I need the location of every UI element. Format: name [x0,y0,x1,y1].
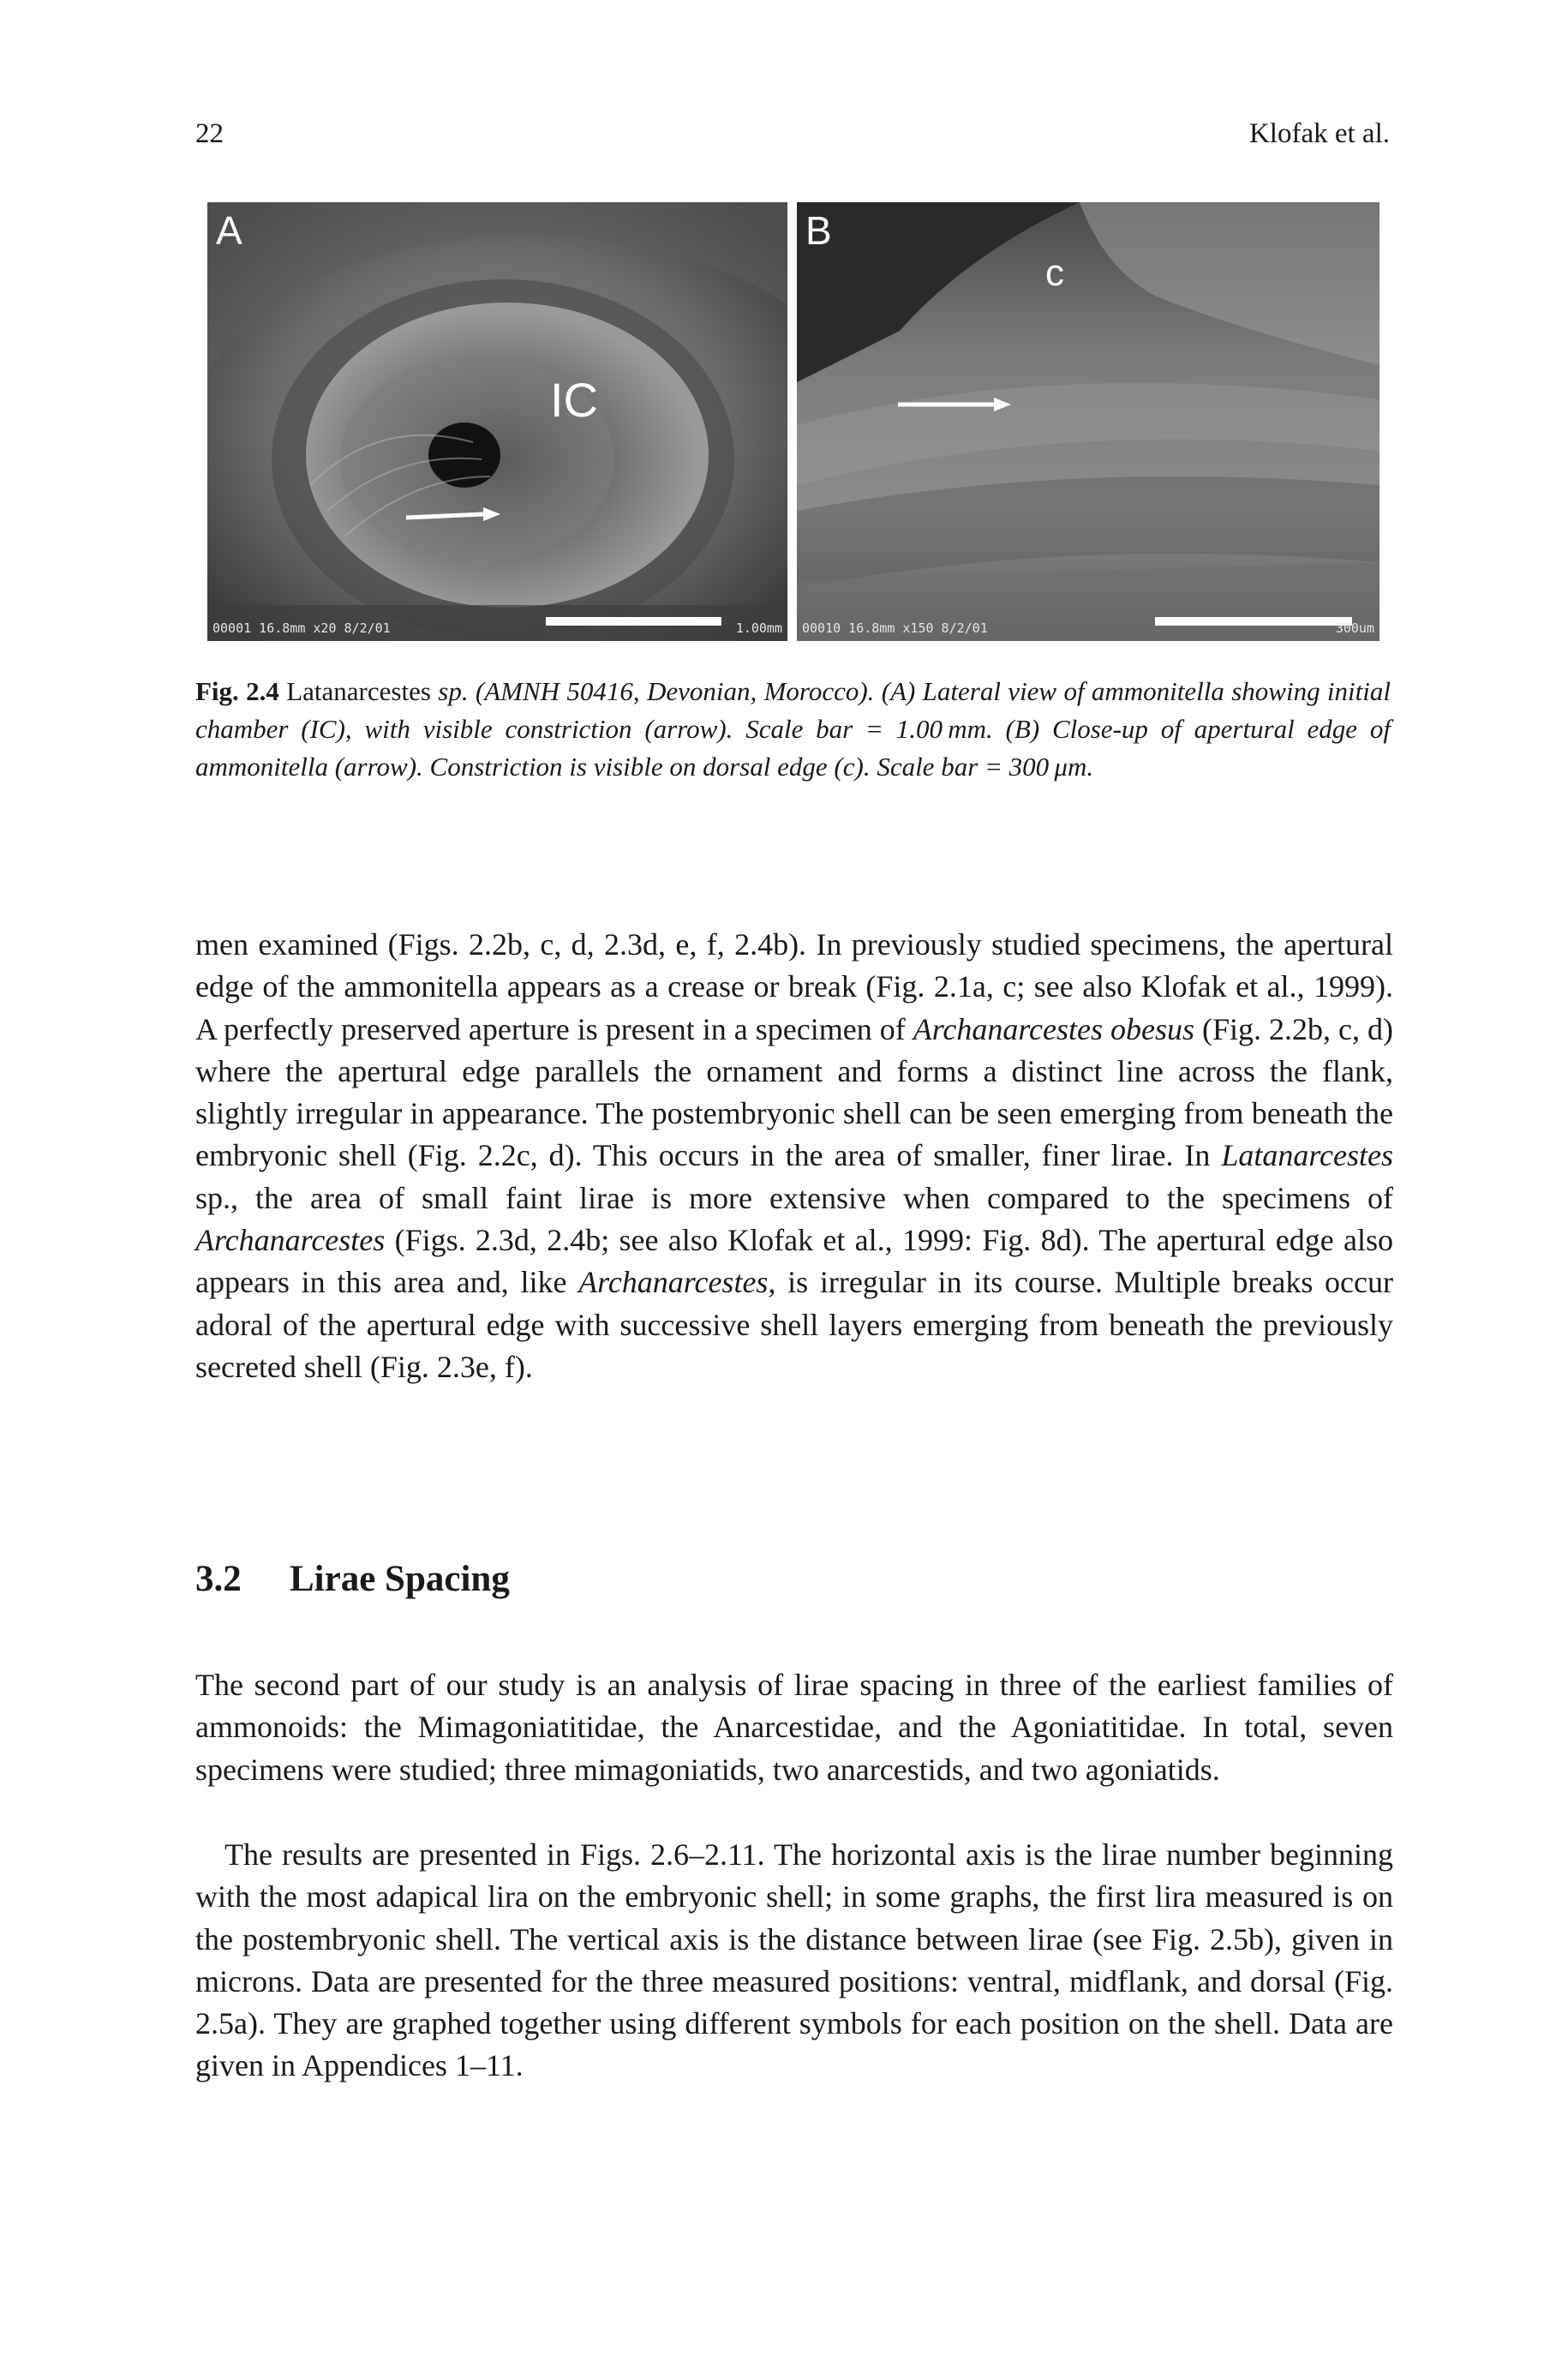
sem-panel-a [207,202,787,641]
taxon-latanarcestes: Latanarcestes [1221,1138,1393,1173]
figure-2-4 [207,202,1379,641]
scale-unit-a: 1.00mm [735,620,782,636]
taxon-archanarcestes-2: Archanarcestes, [578,1265,776,1300]
section-number: 3.2 [195,1559,242,1599]
sem-image-a [207,202,787,641]
panel-b-letter: B [805,208,832,253]
paragraph-1 [195,924,1393,1388]
page-number: 22 [195,118,224,149]
paragraph-3: The results are presented in Figs. 2.6–2.11. The horizontal axis is the lirae number beginning with the most adapical lira on the embryonic shell; in some graphs, the first lira measured is on the postembryonic shell. The vertical axis is the distance between lirae (see Fig. 2.5b), given in microns. Data are presented for the three measured positions: ventral, midflank, and dorsal (Fig. 2.5a). They are graphed together using different symbols for each position on the shell. Data are given in Appendices 1–11. [195,1837,1393,2083]
para-1-text-4: (Figs. 2.3d, 2.4b; see also Klofak et al., 1999: Fig. 8d). The apertural edge also appears in this area and, like [195,1223,1393,1300]
sem-panel-b [797,202,1379,641]
caption-text: sp. (AMNH 50416, Devonian, Morocco). (A) Lateral view of ammonitella showing initial chamber (IC), with visible constriction (arrow). Scale bar = 1.00 mm. (B) Close-up of apertural edge of ammonitella (arrow). Constriction is visible on dorsal edge (c). Scale bar = 300 μm. [195,676,1391,782]
section-title: Lirae Spacing [290,1559,510,1599]
section-heading [195,1558,510,1600]
taxon-archanarcestes-obesus: Archanarcestes obesus [913,1011,1194,1046]
para-1-text-2: (Fig. 2.2b, c, d) where the apertural edge parallels the ornament and forms a distinct line across the flank, slightly irregular in appearance. The postembryonic shell can be seen emerging from beneath the embryonic shell (Fig. 2.2c, d). This occurs in the area of smaller, finer lirae. In [195,1011,1393,1173]
figure-label: Fig. 2.4 [195,676,279,706]
figure-caption [195,673,1391,786]
initial-chamber-label: IC [550,373,598,427]
panel-a-letter: A [216,208,242,253]
sem-footer-b [802,620,1374,638]
constriction-label: c [1045,252,1064,294]
paragraph-2: The second part of our study is an analysis of lirae spacing in three of the earliest families of ammonoids: the Mimagoniatitidae, the Anarcestidae, and the Agoniatitidae. In total, seven specimens were studied; three mimagoniatids, two anarcestids, and two agoniatids. [195,1668,1393,1787]
scale-unit-b: 300um [1335,620,1374,636]
caption-taxon: Latanarcestes [286,676,431,706]
taxon-archanarcestes: Archanarcestes [195,1223,386,1258]
para-1-text-5: is irregular in its course. Multiple breaks occur adoral of the apertural edge with successive shell layers emerging from beneath the previously secreted shell (Fig. 2.3e, f). [195,1265,1393,1384]
sem-info-b: 00010 16.8mm x150 8/2/01 [802,620,988,636]
sem-info-a: 00001 16.8mm x20 8/2/01 [212,620,391,636]
sem-footer-a [212,620,782,638]
para-1-text-1: men examined (Figs. 2.2b, c, d, 2.3d, e, f, 2.4b). In previously studied specimens, the apertural edge of the ammonitella appears as a crease or break (Fig. 2.1a, c; see also Klofak et al., 1999). A perfectly preserved aperture is present in a specimen of [195,927,1393,1046]
sem-image-b [797,202,1379,641]
running-head: Klofak et al. [1248,118,1390,149]
para-1-text-3: sp., the area of small faint lirae is more extensive when compared to the specimens of [195,1180,1393,1215]
